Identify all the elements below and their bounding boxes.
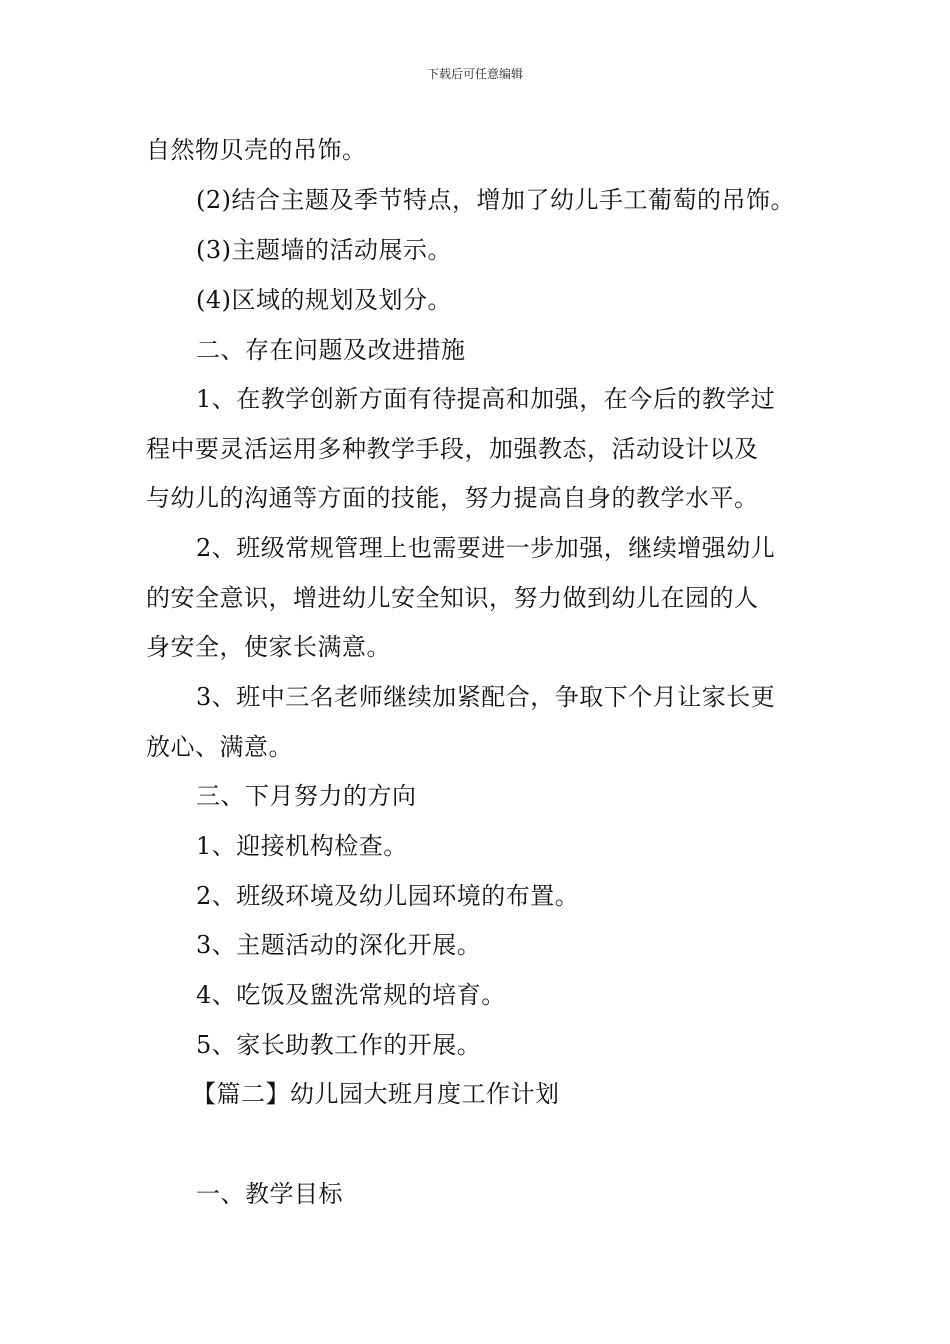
- part-two-title: 【篇二】幼儿园大班月度工作计划: [192, 1080, 560, 1108]
- paragraph-2-line-2: 的安全意识，增进幼儿安全知识，努力做到幼儿在园的人: [146, 584, 759, 612]
- next-month-item-2: 2、班级环境及幼儿园环境的布置。: [196, 882, 580, 910]
- section-heading-teaching-goals: 一、教学目标: [196, 1180, 343, 1208]
- section-heading-problems: 二、存在问题及改进措施: [196, 336, 466, 364]
- header-note: 下载后可任意编辑: [426, 67, 523, 81]
- paragraph-3-line-2: 放心、满意。: [146, 733, 293, 761]
- next-month-item-1: 1、迎接机构检查。: [196, 832, 408, 860]
- next-month-item-5: 5、家长助教工作的开展。: [196, 1031, 482, 1059]
- list-item-2: (2)结合主题及季节特点，增加了幼儿手工葡萄的吊饰。: [196, 186, 795, 214]
- next-month-item-4: 4、吃饭及盥洗常规的培育。: [196, 981, 506, 1009]
- paragraph-1-line-1: 1、在教学创新方面有待提高和加强，在今后的教学过: [196, 385, 776, 413]
- paragraph-1-line-2: 程中要灵活运用多种教学手段，加强教态，活动设计以及: [146, 435, 759, 463]
- paragraph-3-line-1: 3、班中三名老师继续加紧配合，争取下个月让家长更: [196, 683, 776, 711]
- text-line-continuation: 自然物贝壳的吊饰。: [146, 136, 367, 164]
- paragraph-1-line-3: 与幼儿的沟通等方面的技能，努力提高自身的教学水平。: [146, 484, 759, 512]
- paragraph-2-line-1: 2、班级常规管理上也需要进一步加强，继续增强幼儿: [196, 534, 776, 562]
- paragraph-2-line-3: 身安全，使家长满意。: [146, 633, 391, 661]
- next-month-item-3: 3、主题活动的深化开展。: [196, 931, 482, 959]
- list-item-3: (3)主题墙的活动展示。: [196, 236, 452, 264]
- section-heading-next-month: 三、下月努力的方向: [196, 782, 417, 810]
- list-item-4: (4)区域的规划及划分。: [196, 286, 452, 314]
